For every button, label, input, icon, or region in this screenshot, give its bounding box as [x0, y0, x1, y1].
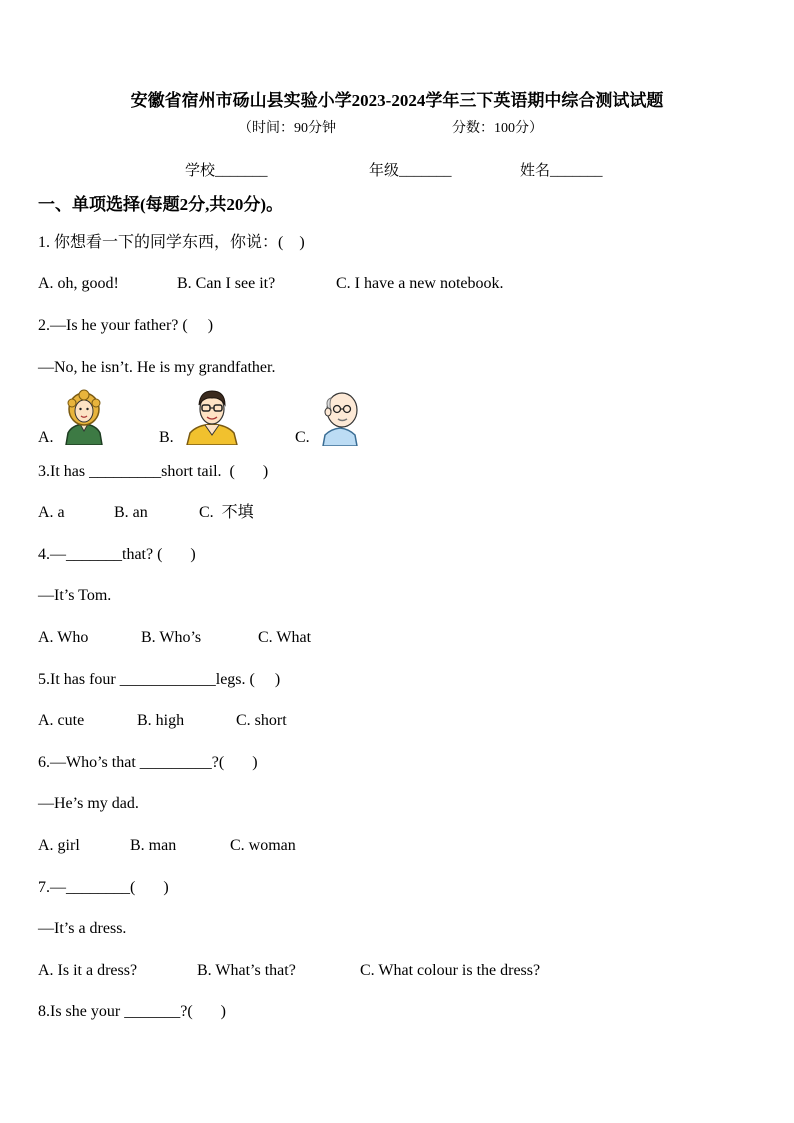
- exam-time: （时间：90分钟: [238, 121, 336, 136]
- question-4-option-c: C. What: [258, 629, 312, 646]
- question-7-option-c: C. What colour is the dress?: [360, 962, 541, 979]
- question-6-option-a: A. girl: [38, 837, 80, 854]
- question-2-stem: 2.—Is he your father? ( ): [38, 317, 214, 334]
- question-1-option-a: A. oh, good!: [38, 275, 119, 292]
- question-5-option-c: C. short: [236, 712, 287, 729]
- question-2-option-c: C.: [295, 429, 310, 446]
- question-6-option-c: C. woman: [230, 837, 296, 854]
- question-1-option-b: B. Can I see it?: [177, 275, 276, 292]
- question-7-stem: 7.—________( ): [38, 879, 169, 896]
- question-4-option-b: B. Who’s: [141, 629, 202, 646]
- question-3-option-c: C. 不填: [199, 504, 254, 521]
- name-field: 姓名_______: [520, 163, 603, 179]
- question-2-option-b: B.: [159, 429, 174, 446]
- man-glasses-portrait-icon: [185, 387, 239, 450]
- exam-score: 分数：100分）: [452, 121, 543, 136]
- question-6-option-b: B. man: [130, 837, 177, 854]
- question-1-option-c: C. I have a new notebook.: [336, 275, 504, 292]
- question-5-option-a: A. cute: [38, 712, 85, 729]
- section-heading: 一、单项选择(每题2分,共20分)。: [38, 195, 284, 214]
- grandfather-portrait-icon: [317, 388, 363, 451]
- question-6-stem: 6.—Who’s that _________?( ): [38, 754, 258, 771]
- question-3-stem: 3.It has _________short tail. ( ): [38, 463, 269, 480]
- question-1-stem: 1. 你想看一下的同学东西，你说：( ): [38, 234, 305, 251]
- question-7-option-b: B. What’s that?: [197, 962, 296, 979]
- question-4-stem: 4.—_______that? ( ): [38, 546, 196, 563]
- question-3-option-a: A. a: [38, 504, 65, 521]
- question-2-reply: —No, he isn’t. He is my grandfather.: [38, 359, 276, 376]
- question-7-reply: —It’s a dress.: [38, 920, 127, 937]
- question-8-stem: 8.Is she your _______?( ): [38, 1003, 226, 1020]
- question-3-option-b: B. an: [114, 504, 148, 521]
- school-field: 学校_______: [185, 163, 268, 179]
- page-title: 安徽省宿州市砀山县实验小学2023-2024学年三下英语期中综合测试试题: [130, 91, 664, 110]
- question-4-option-a: A. Who: [38, 629, 89, 646]
- grade-field: 年级_______: [369, 163, 452, 179]
- question-5-option-b: B. high: [137, 712, 185, 729]
- question-4-reply: —It’s Tom.: [38, 587, 112, 604]
- question-2-option-a: A.: [38, 429, 54, 446]
- question-7-option-a: A. Is it a dress?: [38, 962, 138, 979]
- woman-portrait-icon: [62, 389, 106, 450]
- question-6-reply: —He’s my dad.: [38, 795, 139, 812]
- question-5-stem: 5.It has four ____________legs. ( ): [38, 671, 281, 688]
